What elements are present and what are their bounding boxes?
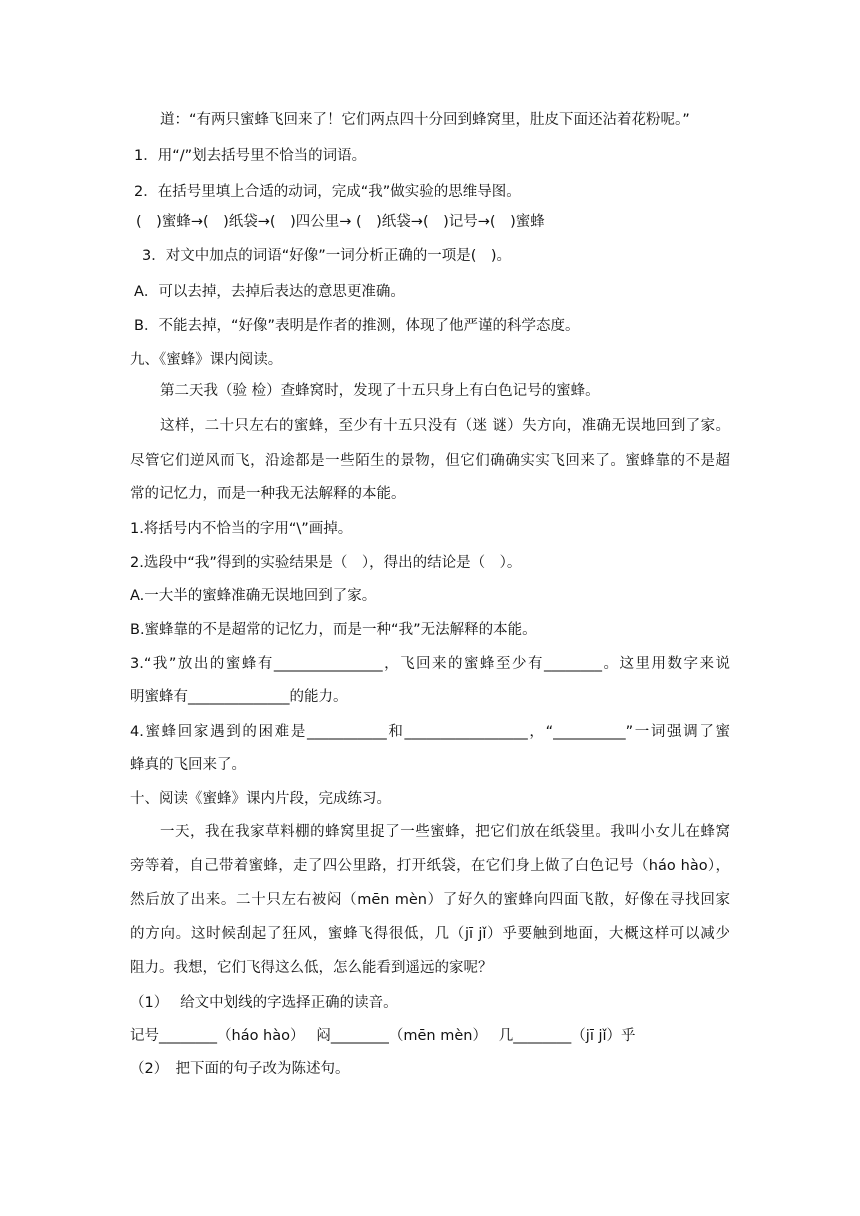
question-line: 1．用“/”划去括号里不恰当的词语。 (134, 148, 367, 164)
question-line: （1） 给文中划线的字选择正确的读音。 (130, 995, 398, 1011)
answer-line: 记号________（háo hào） 闷________（mēn mèn） 几________（jī jǐ）乎 (130, 1028, 636, 1044)
section-heading: 十、阅读《蜜蜂》课内片段，完成练习。 (130, 791, 391, 807)
question-line: 2．在括号里填上合适的动词，完成“我”做实验的思维导图。 (134, 184, 521, 200)
text-line: 旁等着，自己带着蜜蜂，走了四公里路，打开纸袋，在它们身上做了白色记号（háo hào）， (130, 858, 730, 874)
question-line: 1.将括号内不恰当的字用“\”画掉。 (130, 521, 353, 537)
question-line: 3.“我”放出的蜜蜂有_______________，飞回来的蜜蜂至少有________。这里用数字来说 (130, 656, 730, 672)
option-line: A.一大半的蜜蜂准确无误地回到了家。 (130, 588, 377, 604)
question-line: 4.蜜蜂回家遇到的困难是___________和_________________，“__________”一词强调了蜜 (130, 724, 730, 740)
answer-line: ( )蜜蜂→( )纸袋→( )四公里→ ( )纸袋→( )记号→( )蜜蜂 (136, 214, 545, 230)
text-line: 然后放了出来。二十只左右被闷（mēn mèn）了好久的蜜蜂向四面飞散，好像在寻找回家 (130, 892, 730, 908)
question-line: 蜂真的飞回来了。 (130, 757, 246, 773)
text-line: 尽管它们逆风而飞，沿途都是一些陌生的景物，但它们确确实实飞回来了。蜜蜂靠的不是超 (130, 453, 730, 469)
question-line: 3．对文中加点的词语“好像”一词分析正确的一项是( )。 (142, 248, 512, 264)
option-line: A．可以去掉，去掉后表达的意思更准确。 (134, 284, 405, 300)
option-line: B．不能去掉，“好像”表明是作者的推测，体现了他严谨的科学态度。 (134, 318, 580, 334)
text-line: 阻力。我想，它们飞得这么低，怎么能看到遥远的家呢？ (130, 960, 493, 976)
text-line: 这样，二十只左右的蜜蜂，至少有十五只没有（迷 谜）失方向，准确无误地回到了家。 (160, 418, 730, 434)
text-line: 的方向。这时候刮起了狂风，蜜蜂飞得很低，几（jī jǐ）乎要触到地面，大概这样可以减少 (130, 926, 730, 942)
option-line: B.蜜蜂靠的不是超常的记忆力，而是一种“我”无法解释的本能。 (130, 622, 537, 638)
question-line: 明蜜蜂有______________的能力。 (130, 689, 348, 705)
text-line: 道：“有两只蜜蜂飞回来了！它们两点四十分回到蜂窝里，肚皮下面还沾着花粉呢。” (160, 112, 690, 128)
question-line: 2.选段中“我”得到的实验结果是（ ），得出的结论是（ ）。 (130, 555, 522, 571)
question-line: （2） 把下面的句子改为陈述句。 (130, 1061, 350, 1077)
section-heading: 九、《蜜蜂》课内阅读。 (130, 352, 283, 368)
text-line: 常的记忆力，而是一种我无法解释的本能。 (130, 486, 406, 502)
text-line: 一天，我在我家草料棚的蜂窝里捉了一些蜜蜂，把它们放在纸袋里。我叫小女儿在蜂窝 (160, 824, 730, 840)
text-line: 第二天我（验 检）查蜂窝时，发现了十五只身上有白色记号的蜜蜂。 (160, 383, 600, 399)
